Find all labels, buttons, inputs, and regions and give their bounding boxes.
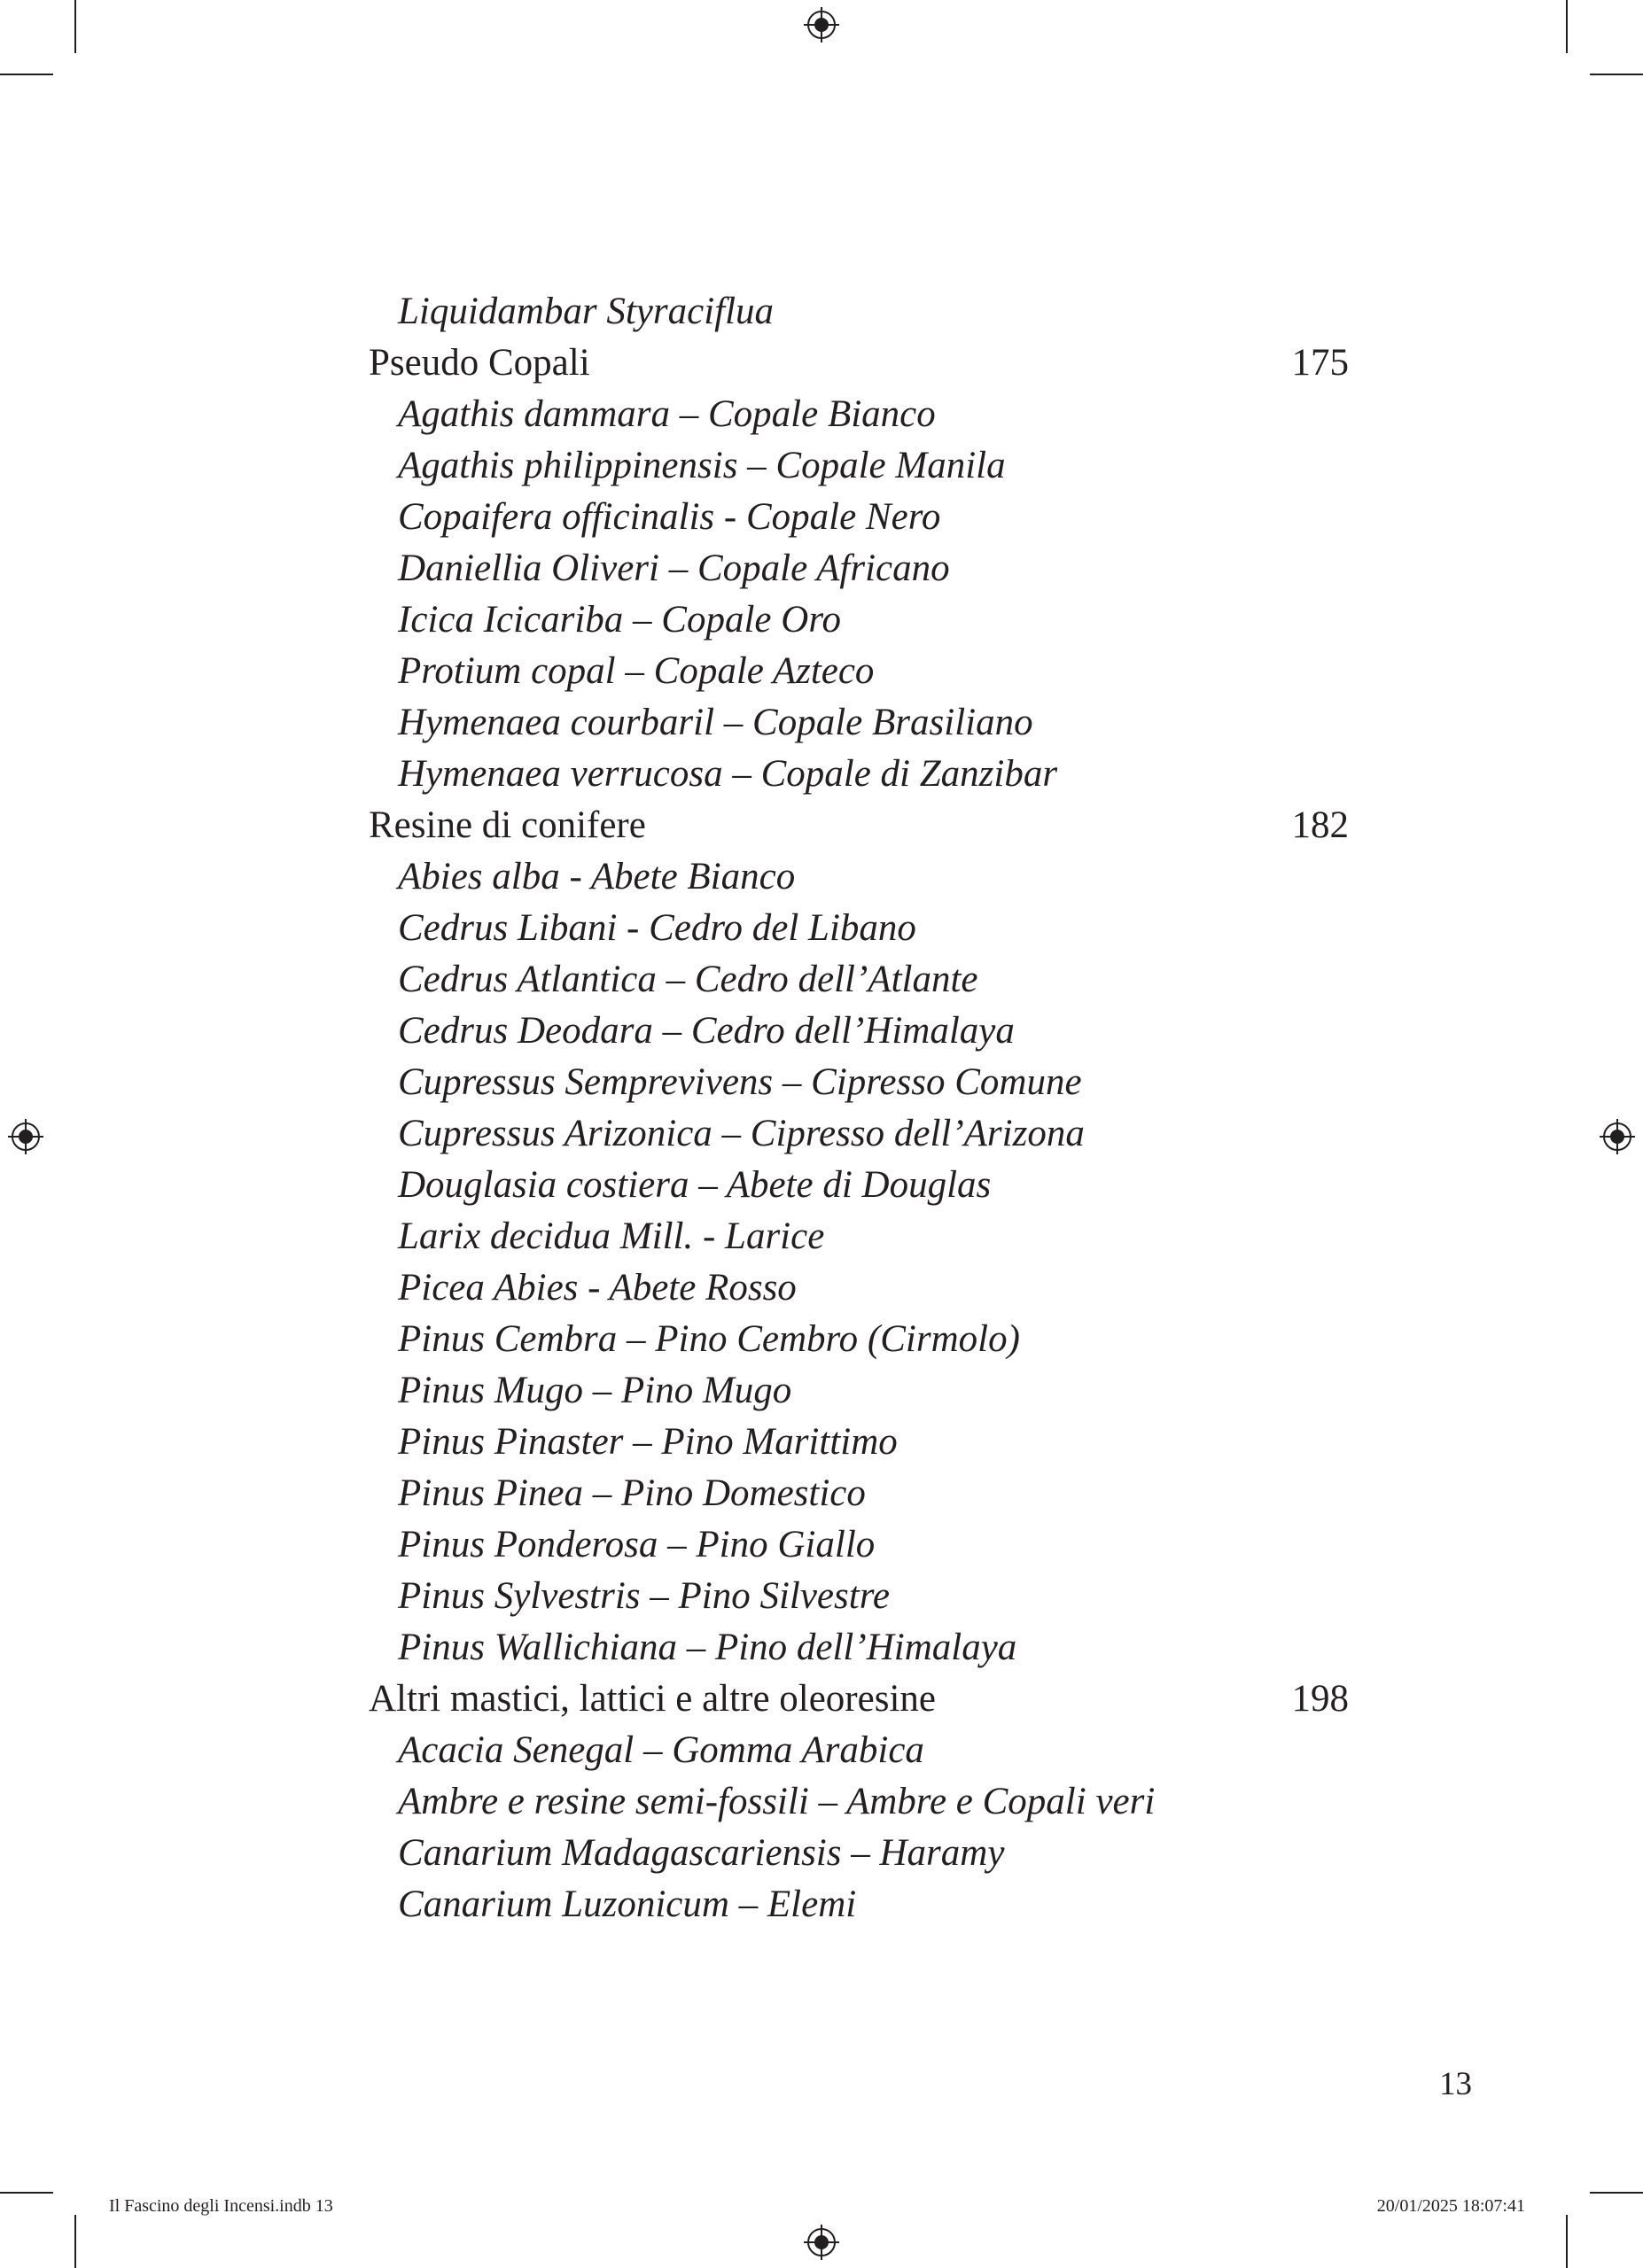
toc-sub-entry: [369, 851, 1349, 903]
toc-entry-title: Canarium Madagascariensis – Haramy: [398, 1832, 1005, 1874]
toc-entry-page: 198: [1291, 1678, 1349, 1720]
toc-sub-entry: [369, 594, 1349, 646]
toc-sub-entry: [369, 954, 1349, 1006]
toc-entry-title: Pinus Sylvestris – Pino Silvestre: [398, 1575, 890, 1617]
toc-sub-entry: [369, 1211, 1349, 1262]
toc-entry-title: Altri mastici, lattici e altre oleoresine: [369, 1678, 936, 1720]
crop-mark-bottom-right: [1566, 2215, 1568, 2268]
crop-mark-bottom-left: [74, 2215, 76, 2268]
registration-mark-top-icon: [804, 7, 839, 43]
toc-sub-entry: [369, 1776, 1349, 1828]
toc-entry-title: Agathis dammara – Copale Bianco: [398, 393, 936, 435]
toc-sub-entry: [369, 1160, 1349, 1211]
table-of-contents: [369, 286, 1349, 1930]
toc-entry-title: Larix decidua Mill. - Larice: [398, 1216, 825, 1257]
toc-sub-entry: [369, 1725, 1349, 1776]
toc-entry-title: Cupressus Semprevivens – Cipresso Comune: [398, 1061, 1082, 1103]
toc-sub-entry: [369, 697, 1349, 749]
toc-entry-title: Pinus Cembra – Pino Cembro (Cirmolo): [398, 1318, 1020, 1360]
toc-entry-title: Hymenaea courbaril – Copale Brasiliano: [398, 702, 1033, 743]
toc-entry-title: Cedrus Libani - Cedro del Libano: [398, 907, 916, 949]
toc-entry-title: Daniellia Oliveri – Copale Africano: [398, 548, 950, 589]
toc-sub-entry: [369, 440, 1349, 492]
toc-entry-title: Pinus Ponderosa – Pino Giallo: [398, 1524, 876, 1565]
slug-timestamp: 20/01/2025 18:07:41: [1376, 2196, 1525, 2216]
registration-mark-left-icon: [8, 1119, 43, 1154]
toc-sub-entry: [369, 1519, 1349, 1571]
toc-sub-entry: [369, 646, 1349, 697]
toc-entry-title: Liquidambar Styraciflua: [398, 291, 775, 332]
toc-sub-entry: [369, 286, 1349, 338]
registration-mark-right-icon: [1600, 1119, 1635, 1154]
crop-mark-bottom-right-h: [1590, 2192, 1643, 2194]
toc-entry-title: Ambre e resine semi-fossili – Ambre e Copali veri: [398, 1781, 1156, 1822]
toc-sub-entry: [369, 1108, 1349, 1160]
toc-entry-title: Canarium Luzonicum – Elemi: [398, 1884, 857, 1925]
toc-sub-entry: [369, 492, 1349, 543]
toc-entry-title: Icica Icicariba – Copale Oro: [398, 599, 841, 641]
toc-sub-entry: [369, 1571, 1349, 1622]
toc-sub-entry: [369, 1879, 1349, 1930]
toc-section-entry: [369, 338, 1349, 389]
crop-mark-top-right-h: [1590, 74, 1643, 75]
toc-section-entry: [369, 800, 1349, 851]
toc-sub-entry: [369, 1314, 1349, 1365]
crop-mark-top-right: [1566, 0, 1568, 53]
toc-entry-title: Pinus Mugo – Pino Mugo: [398, 1370, 792, 1411]
toc-sub-entry: [369, 1622, 1349, 1674]
page-number: 13: [1439, 2066, 1472, 2102]
toc-sub-entry: [369, 1828, 1349, 1879]
toc-entry-page: 175: [1291, 342, 1349, 384]
registration-mark-bottom-icon: [804, 2225, 839, 2260]
toc-entry-title: Douglasia costiera – Abete di Douglas: [398, 1164, 992, 1206]
toc-entry-title: Cedrus Deodara – Cedro dell’Himalaya: [398, 1010, 1015, 1052]
toc-entry-title: Copaifera officinalis - Copale Nero: [398, 496, 941, 538]
toc-section-entry: [369, 1674, 1349, 1725]
toc-entry-title: Acacia Senegal – Gomma Arabica: [398, 1729, 924, 1771]
toc-entry-title: Abies alba - Abete Bianco: [398, 856, 796, 897]
toc-sub-entry: [369, 543, 1349, 594]
toc-entry-title: Cupressus Arizonica – Cipresso dell’Arizona: [398, 1113, 1085, 1154]
toc-sub-entry: [369, 749, 1349, 800]
toc-sub-entry: [369, 1057, 1349, 1108]
toc-sub-entry: [369, 1262, 1349, 1314]
toc-entry-title: Pinus Pinea – Pino Domestico: [398, 1472, 866, 1514]
crop-mark-top-left-h: [0, 74, 53, 75]
toc-entry-title: Hymenaea verrucosa – Copale di Zanzibar: [398, 753, 1058, 795]
toc-entry-title: Pinus Pinaster – Pino Marittimo: [398, 1421, 898, 1463]
toc-entry-title: Pinus Wallichiana – Pino dell’Himalaya: [398, 1627, 1017, 1668]
toc-entry-page: 182: [1291, 804, 1349, 846]
toc-sub-entry: [369, 1417, 1349, 1468]
crop-mark-bottom-left-h: [0, 2192, 53, 2194]
toc-sub-entry: [369, 389, 1349, 440]
toc-entry-title: Cedrus Atlantica – Cedro dell’Atlante: [398, 959, 978, 1000]
toc-sub-entry: [369, 1006, 1349, 1057]
toc-sub-entry: [369, 1468, 1349, 1519]
toc-entry-title: Agathis philippinensis – Copale Manila: [398, 445, 1006, 486]
toc-sub-entry: [369, 1365, 1349, 1417]
crop-mark-top-left: [74, 0, 76, 53]
toc-entry-title: Protium copal – Copale Azteco: [398, 650, 875, 692]
slug-file-name: Il Fascino degli Incensi.indb 13: [109, 2196, 333, 2216]
toc-entry-title: Resine di conifere: [369, 804, 646, 846]
toc-entry-title: Pseudo Copali: [369, 342, 590, 384]
toc-entry-title: Picea Abies - Abete Rosso: [398, 1267, 797, 1309]
toc-sub-entry: [369, 903, 1349, 954]
